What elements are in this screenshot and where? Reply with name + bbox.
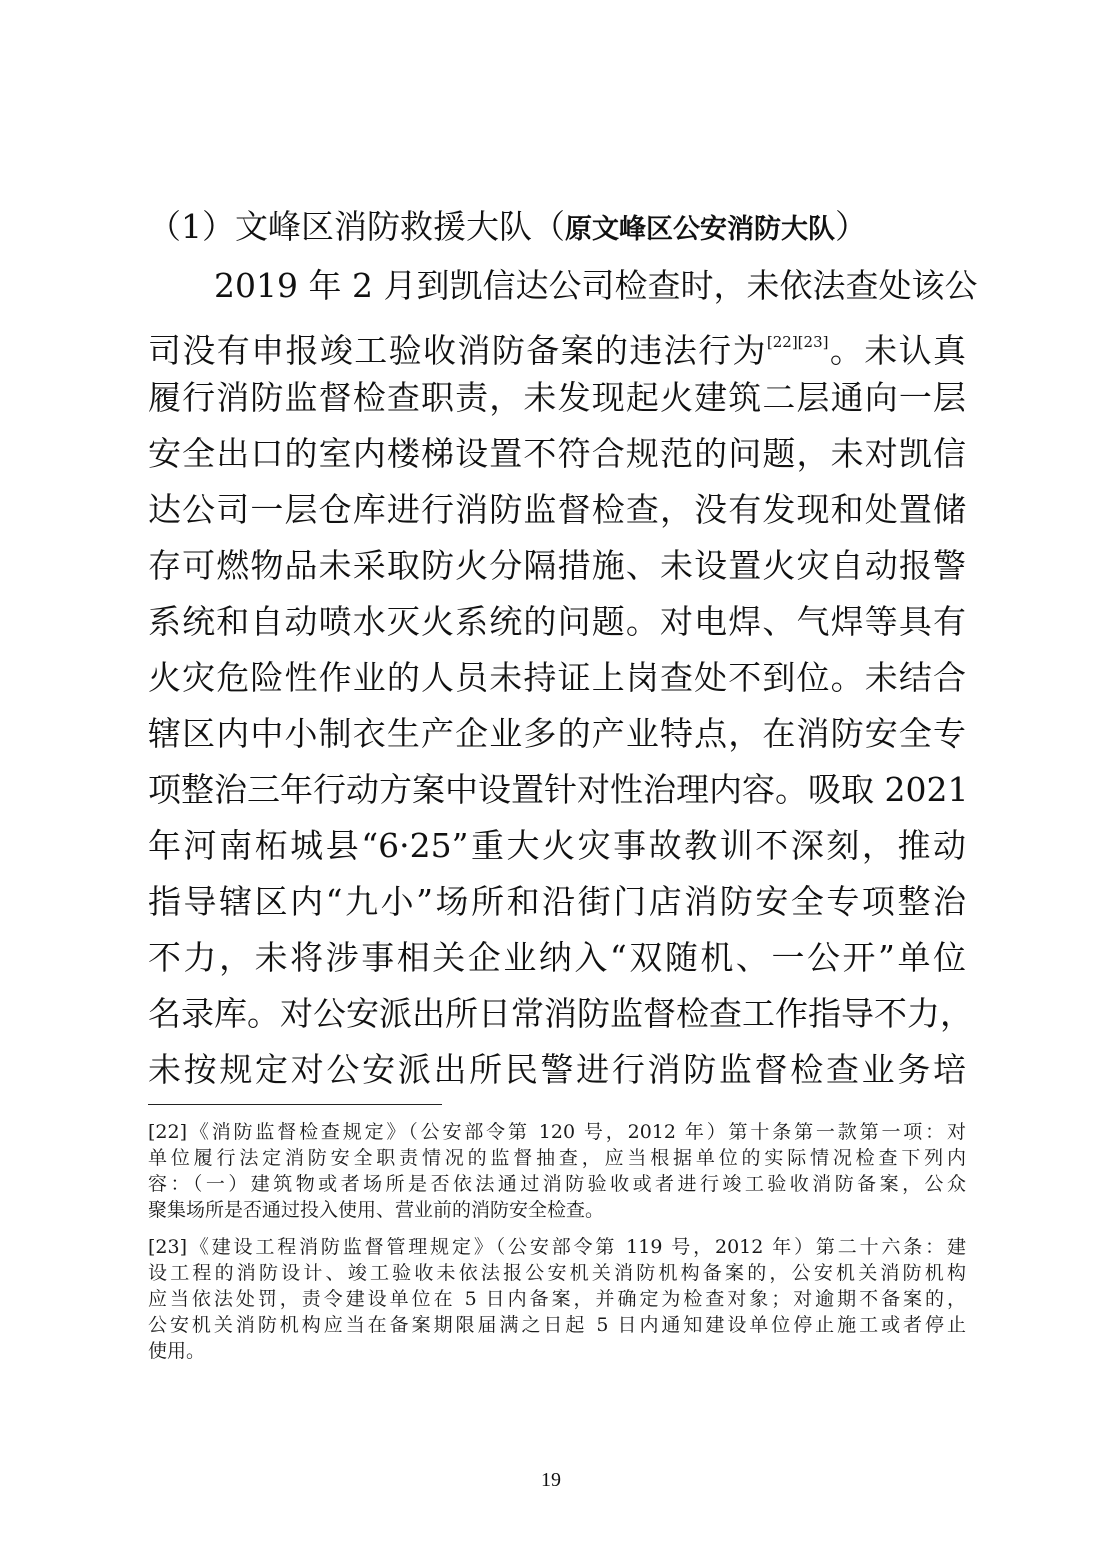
- body-line: 名录库。对公安派出所日常消防监督检查工作指导不力，: [148, 994, 973, 1033]
- citation-superscript[interactable]: [22][23]: [766, 333, 829, 351]
- heading-close: ）: [835, 207, 868, 246]
- body-line-text: 。未认真: [828, 331, 967, 370]
- heading-sub: 原文峰区公安消防大队: [565, 214, 835, 245]
- body-line: 存可燃物品未采取防火分隔措施、未设置火灾自动报警: [148, 546, 966, 585]
- page-number: 19: [541, 1469, 561, 1491]
- footnote-line: 设工程的消防设计、竣工验收未依法报公安机关消防机构备案的，公安机关消防机构: [148, 1262, 966, 1284]
- body-line: 履行消防监督检查职责，未发现起火建筑二层通向一层: [148, 378, 966, 417]
- footnote-line: 公安机关消防机构应当在备案期限届满之日起 5 日内通知建设单位停止施工或者停止: [148, 1314, 966, 1336]
- body-line: 达公司一层仓库进行消防监督检查，没有发现和处置储: [148, 490, 966, 529]
- heading-main: （1）文峰区消防救援大队（: [148, 207, 565, 246]
- body-line: [148, 314, 966, 370]
- body-line: 未按规定对公安派出所民警进行消防监督检查业务培: [148, 1050, 966, 1089]
- footnote-line: 聚集场所是否通过投入使用、营业前的消防安全检查。: [148, 1199, 605, 1221]
- footnote-line: 使用。: [148, 1340, 206, 1362]
- body-line: 系统和自动喷水灭火系统的问题。对电焊、气焊等具有: [148, 602, 966, 641]
- body-line: 指导辖区内“九小”场所和沿街门店消防安全专项整治: [148, 882, 966, 921]
- footnote-line: [23]《建设工程消防监督管理规定》（公安部令第 119 号，2012 年）第二十六条：建: [148, 1236, 966, 1258]
- body-line-text: 司没有申报竣工验收消防备案的违法行为: [148, 331, 767, 370]
- body-line: 项整治三年行动方案中设置针对性治理内容。吸取 2021: [148, 770, 969, 809]
- body-line: 安全出口的室内楼梯设置不符合规范的问题，未对凯信: [148, 434, 966, 473]
- body-line: 火灾危险性作业的人员未持证上岗查处不到位。未结合: [148, 658, 966, 697]
- body-line: 2019 年 2 月到凯信达公司检查时，未依法查处该公: [214, 266, 978, 305]
- footnote-line: 容：（一）建筑物或者场所是否依法通过消防验收或者进行竣工验收消防备案，公众: [148, 1173, 966, 1195]
- footnote-divider: [148, 1104, 442, 1105]
- footnote-line: 应当依法处罚，责令建设单位在 5 日内备案，并确定为检查对象；对逾期不备案的，: [148, 1288, 966, 1310]
- body-line: 不力，未将涉事相关企业纳入“双随机、一公开”单位: [148, 938, 966, 977]
- body-line: 辖区内中小制衣生产企业多的产业特点，在消防安全专: [148, 714, 966, 753]
- footnote-line: [22]《消防监督检查规定》（公安部令第 120 号，2012 年）第十条第一款第一项：对: [148, 1121, 966, 1143]
- footnote-line: 单位履行法定消防安全职责情况的监督抽查，应当根据单位的实际情况检查下列内: [148, 1147, 966, 1169]
- section-heading: [148, 202, 968, 252]
- body-line: 年河南柘城县“6·25”重大火灾事故教训不深刻，推动: [148, 826, 966, 865]
